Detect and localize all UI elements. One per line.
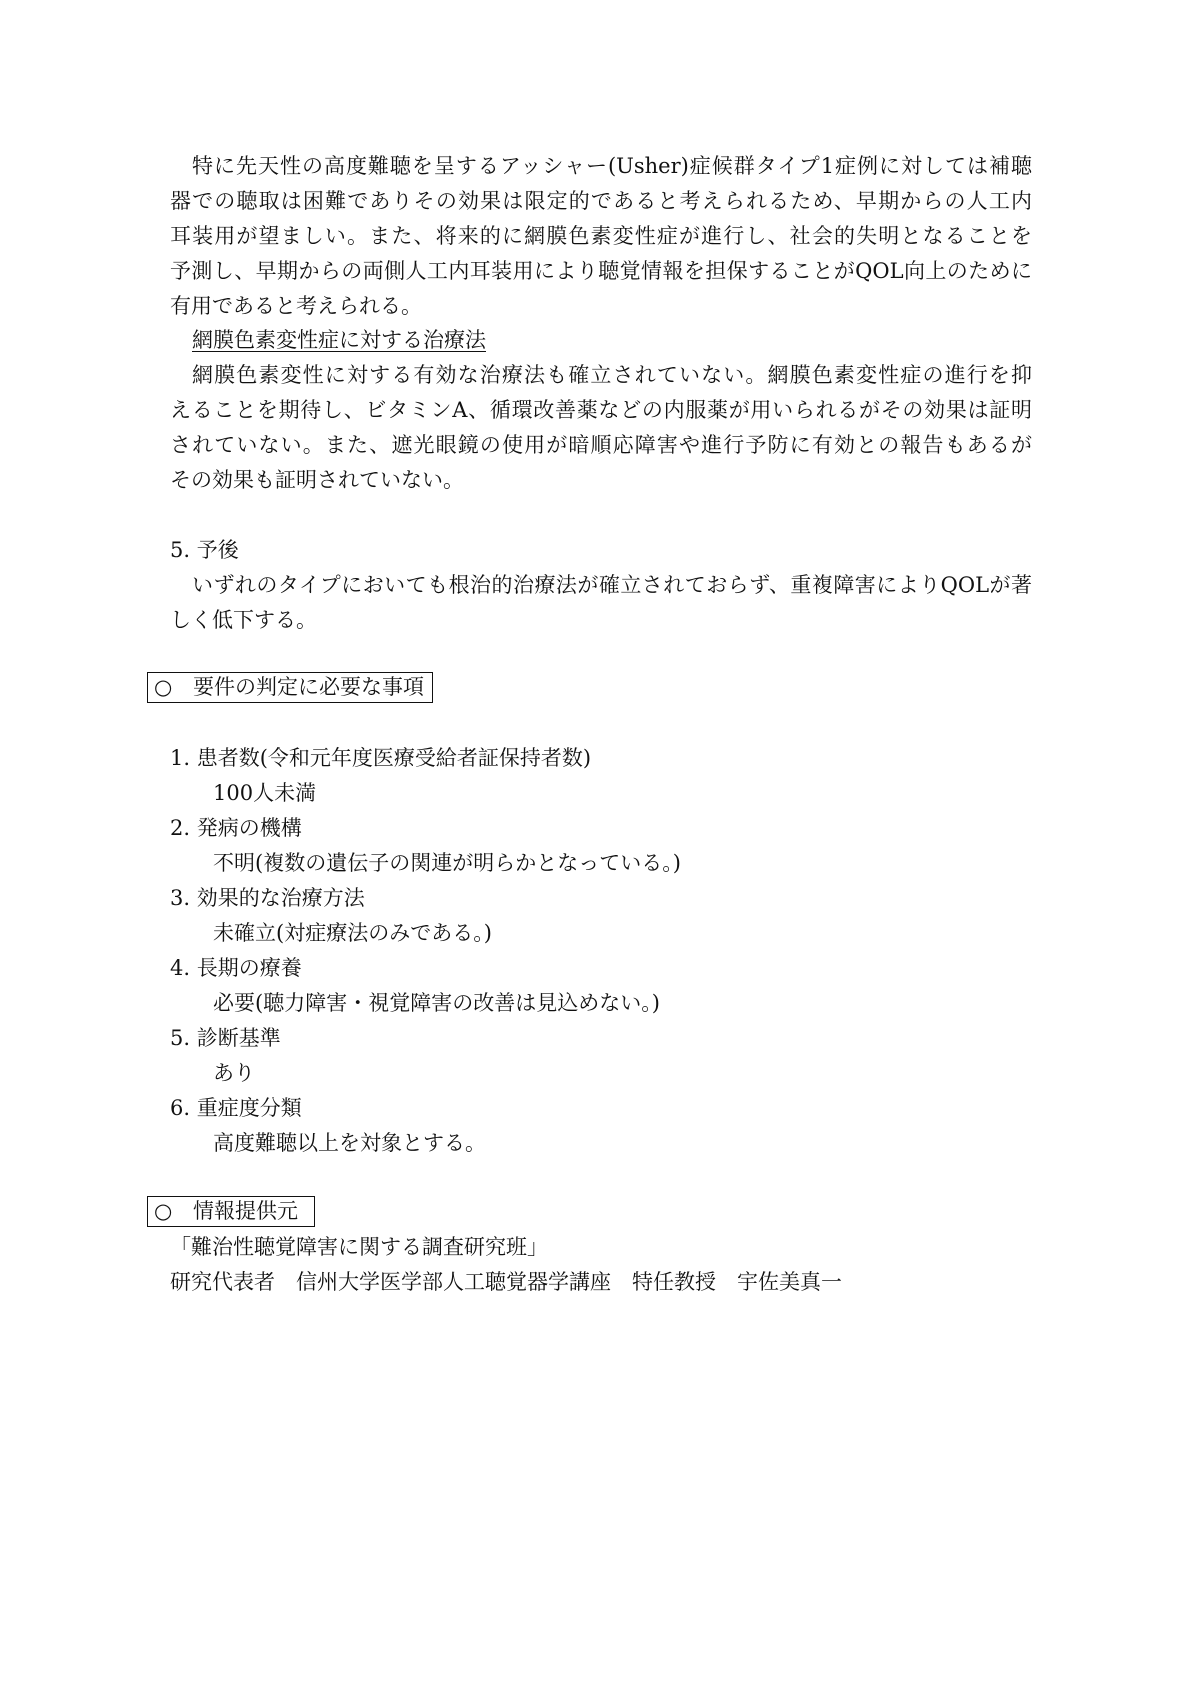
retina-line: されていない。また、遮光眼鏡の使用が暗順応障害や進行予防に有効との報告もあるが <box>170 433 1032 457</box>
circle-marker-icon: ○ <box>154 1199 173 1223</box>
requirement-label: 1. 患者数(令和元年度医療受給者証保持者数) <box>170 746 592 770</box>
requirement-value: 不明(複数の遺伝子の関連が明らかとなっている。) <box>213 851 681 875</box>
research-representative: 研究代表者 信州大学医学部人工聴覚器学講座 特任教授 宇佐美真一 <box>170 1270 842 1294</box>
requirement-label: 4. 長期の療養 <box>170 956 302 980</box>
retina-treatment-heading: 網膜色素変性症に対する治療法 <box>192 328 486 352</box>
requirement-label: 2. 発病の機構 <box>170 816 302 840</box>
requirements-title: 要件の判定に必要な事項 <box>193 675 424 699</box>
treatment-line: 有用であると考えられる。 <box>170 294 422 318</box>
circle-marker-icon: ○ <box>154 675 173 699</box>
retina-line: えることを期待し、ビタミンA、循環改善薬などの内服薬が用いられるがその効果は証明 <box>170 398 1032 422</box>
requirement-value: 未確立(対症療法のみである。) <box>213 921 492 945</box>
requirement-label: 6. 重症度分類 <box>170 1096 302 1120</box>
treatment-line: 予測し、早期からの両側人工内耳装用により聴覚情報を担保することがQOL向上のために <box>170 259 1032 283</box>
info-provider-title: 情報提供元 <box>193 1199 298 1223</box>
retina-line: その効果も証明されていない。 <box>170 468 464 492</box>
prognosis-line: しく低下する。 <box>170 608 317 632</box>
retina-line: 網膜色素変性に対する有効な治療法も確立されていない。網膜色素変性症の進行を抑 <box>192 363 1032 387</box>
requirements-heading-box <box>147 672 433 703</box>
requirement-value: あり <box>213 1061 255 1085</box>
requirement-value: 必要(聴力障害・視覚障害の改善は見込めない。) <box>213 991 660 1015</box>
prognosis-heading: 5. 予後 <box>170 538 239 562</box>
requirement-label: 3. 効果的な治療方法 <box>170 886 365 910</box>
treatment-line: 耳装用が望ましい。また、将来的に網膜色素変性症が進行し、社会的失明となることを <box>170 224 1032 248</box>
requirement-label: 5. 診断基準 <box>170 1026 281 1050</box>
prognosis-line: いずれのタイプにおいても根治的治療法が確立されておらず、重複障害によりQOLが著 <box>192 573 1032 597</box>
research-group-name: 「難治性聴覚障害に関する調査研究班」 <box>170 1235 548 1259</box>
info-provider-heading-box <box>147 1196 315 1227</box>
requirement-value: 100人未満 <box>213 781 317 805</box>
treatment-line: 特に先天性の高度難聴を呈するアッシャー(Usher)症候群タイプ1症例に対しては補聴 <box>192 154 1032 178</box>
requirement-value: 高度難聴以上を対象とする。 <box>213 1131 486 1155</box>
treatment-line: 器での聴取は困難でありその効果は限定的であると考えられるため、早期からの人工内 <box>170 189 1032 213</box>
